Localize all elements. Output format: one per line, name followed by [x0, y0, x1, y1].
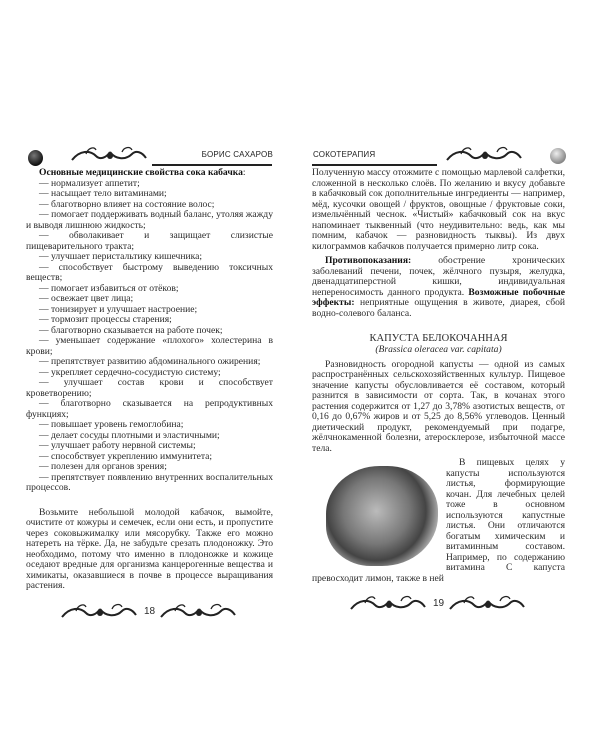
header-rule [312, 164, 437, 166]
latin-name: (Brassica oleracea var. capitata) [375, 344, 502, 355]
list-item: — делает сосуды плотными и эластичными; [39, 429, 220, 441]
paragraph: Полученную массу отожмите с помощью марлевой салфетки, сложенной в несколько слоёв. По желанию и вкусу добавьте в кабачковый сок дополнительные ингредиенты — например, мёд, кусочки овощей / фруктов, овощные / фруктовые соки, измельчённый чеснок. «Чистый» кабачковый сок на вкус напоминает тыквенный (что неудивительно: ведь, как мы помним, кабачок — разновидность тыквы). Из двух килограммов кабачков получается примерно литр сока. [312, 167, 565, 252]
right-page [300, 0, 600, 750]
page-footer [26, 592, 273, 622]
list-item: — улучшает состав крови и способствует кроветворению; [26, 377, 273, 399]
page-number: 18 [143, 605, 156, 617]
header-rule [152, 164, 272, 166]
cabbage-image [326, 466, 438, 566]
page-footer [312, 584, 565, 614]
list-item: — уменьшает содержание «плохого» холестерина в крови; [26, 335, 273, 357]
list-item: — укрепляет сердечно-сосудистую систему; [39, 366, 221, 378]
contraindications: Противопоказания: обострение хронических заболеваний печени, почек, жёлчного пузыря, желудка, двенадцатиперстной кишки, индивидуальная непереносимость данного продукта. Возможные побочные эффекты: неприятные ощущения в животе, диарея, сбой водно-солевого баланса. [312, 255, 565, 319]
header-ornament [70, 146, 150, 164]
list-item: — повышает уровень гемоглобина; [39, 419, 184, 430]
list-item: — нормализует аппетит; [39, 177, 140, 189]
list-title: Основные медицинские свойства сока кабачка [39, 167, 243, 178]
list-item: — помогает избавиться от отёков; [39, 282, 179, 294]
footer-ornament-left [349, 595, 429, 613]
properties-list [26, 179, 273, 494]
running-head: СОКОТЕРАПИЯ [313, 150, 376, 159]
list-item: — препятствует развитию абдоминального ожирения; [39, 356, 261, 367]
header-ornament [445, 146, 525, 164]
list-item: — тонизирует и улучшает настроение; [39, 303, 198, 315]
footer-ornament-right [159, 603, 239, 621]
paragraph: В пищевых целях у капусты используются листья, формирующие кочан. Для лечебных целей тоже в основном используются капустные листья. Они отличаются богатым химическим и витаминным составом. Например, по содержанию витамина С капуста превосходит лимон, также в ней [312, 457, 565, 584]
footer-ornament-right [448, 595, 528, 613]
page-number: 19 [432, 598, 445, 609]
list-item: — тормозит процессы старения; [39, 314, 172, 325]
section-title: КАПУСТА БЕЛОКОЧАННАЯ [369, 333, 508, 344]
paragraph: Разновидность огородной капусты — одной из самых распространённых сельскохозяйственных культур. Пищевое значение капусты обусловливается её составом, который разнится в зависимости от сорта. Так, в кочанах этого растения содержится от 1,27 до 3,78% азотистых веществ, от 0,16 до 0,67% жиров и от 5,25 до 8,56% углеводов. Ценный диетический продукт, рекомендуемый при подагре, жёлчнокаменной болезни, атеросклерозе, избыточной массе тела. [312, 358, 565, 454]
list-item: — насыщает тело витаминами; [39, 188, 167, 199]
list-item: — благотворно сказывается на работе почек; [39, 324, 223, 336]
list-item: — полезен для органов зрения; [39, 461, 167, 472]
list-item: — улучшает перистальтику кишечника; [39, 251, 203, 262]
body-text: Основные медицинские свойства сока кабачка: — нормализует аппетит; — насыщает тело витаминами; — благотворно влияет на состояние волос; — помогает поддерживать водный баланс, утоляя жажду и выводя лишнюю жидкость; — обволакивает и защищает слизистые пищеварительного тракта; — улучшает перистальтику кишечника; — способствует быстрому выведению токсичных веществ; — помогает избавиться от отёков; — освежает цвет лица; — тонизирует и улучшает настроение; — тормозит процессы старения; — благотворно сказывается на работе почек; — уменьшает содержание «плохого» холестерина в крови; — препятствует развитию абдоминального ожирения; — укрепляет сердечно-сосудистую систему; — улучшает состав крови и способствует кроветворению; — благотворно сказывается на репродуктивных функциях; — повышает уровень гемоглобина; — делает сосуды плотными и эластичными; — улучшает работу нервной системы; — способствует укреплению иммунитета; — полезен для органов зрения; — препятствует появлению внутренних воспалительных процессов. Возьмите небольшой молодой кабачок, вымойте, очистите от кожуры и семечек, если они есть, и пропустите через соковыжималку или мясорубку. Также его можно натереть на тёрке. Да, не забудьте срезать плодоножку. Это необходимо, потому что именно в плодоножке и кожице оседают вредные для организма канцерогенные вещества и химикаты, оказавшиеся в почве в процессе выращивания растения. [26, 167, 273, 591]
list-item: — препятствует появлению внутренних воспалительных процессов. [26, 471, 273, 493]
list-item: — способствует укреплению иммунитета; [39, 450, 213, 462]
list-item: — освежает цвет лица; [39, 293, 134, 304]
list-item: — благотворно влияет на состояние волос; [39, 198, 215, 210]
list-item: — помогает поддерживать водный баланс, утоляя жажду и выводя лишнюю жидкость; [26, 209, 273, 231]
list-item: — улучшает работу нервной системы; [39, 440, 196, 451]
running-head: БОРИС САХАРОВ [201, 150, 273, 159]
body-text [312, 168, 565, 584]
list-item: — обволакивает и защищает слизистые пищеварительного тракта; [26, 230, 273, 252]
paragraph: Возьмите небольшой молодой кабачок, вымойте, очистите от кожуры и семечек, если они есть, и пропустите через соковыжималку или мясорубку. Также его можно натереть на тёрке. Да, не забудьте срезать плодоножку. Это необходимо, потому что именно в плодоножке и кожице оседают вредные для организма канцерогенные вещества и химикаты, оказавшиеся в почве в процессе выращивания растения. [26, 506, 273, 591]
list-item: — способствует быстрому выведению токсичных веществ; [26, 261, 273, 283]
footer-ornament-left [60, 603, 140, 621]
list-item: — благотворно сказывается на репродуктивных функциях; [26, 398, 273, 420]
